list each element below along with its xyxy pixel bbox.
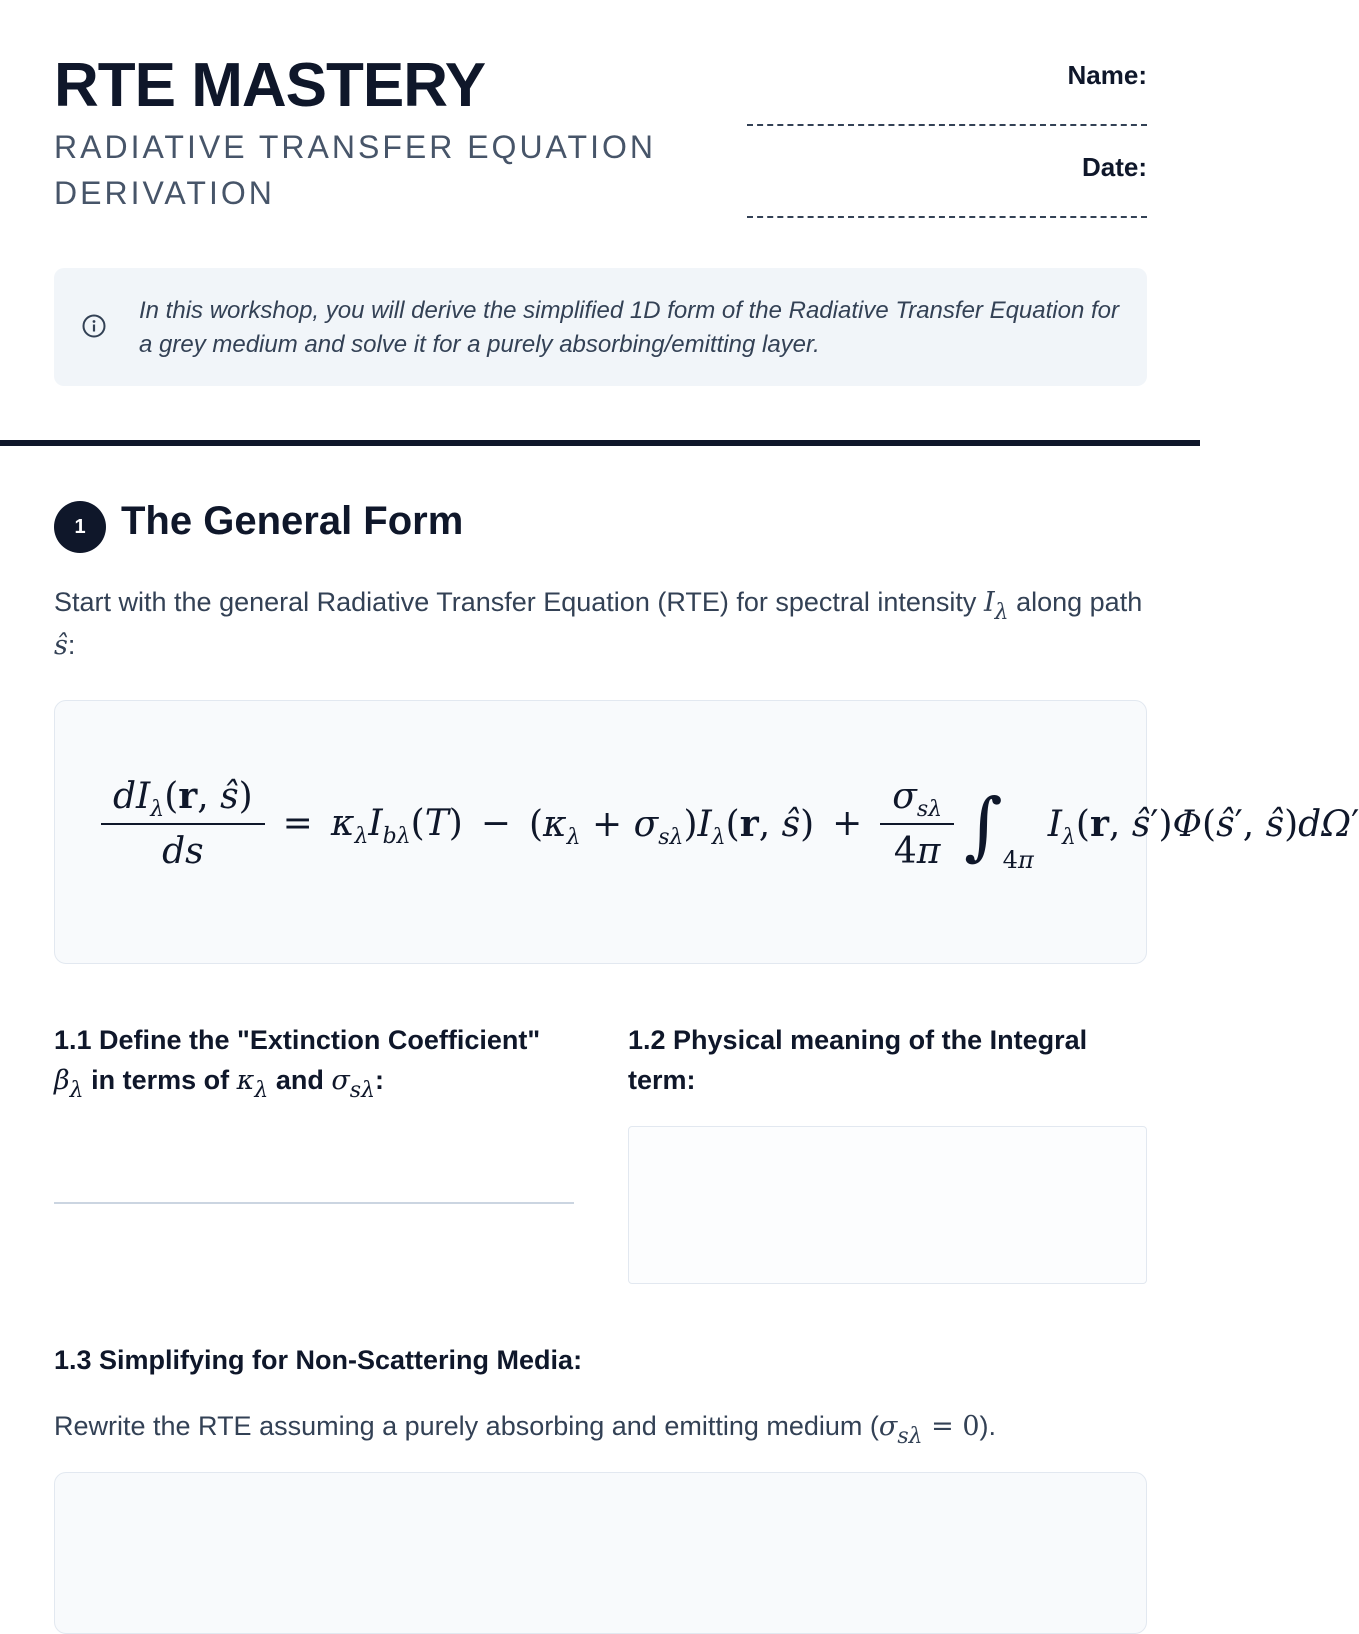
- question-1-1-title: [54, 1020, 574, 1103]
- q11-mid: in terms of: [91, 1065, 230, 1095]
- date-field-line[interactable]: [747, 216, 1147, 218]
- question-1-3-description: [54, 1406, 1147, 1449]
- name-label: Name:: [1067, 60, 1147, 90]
- page-title: RTE MASTERY: [54, 51, 486, 120]
- general-rte-equation: $\frac{dI_\lambda(r, ŝ)}{ds}$ = $\kappa_\lambda I_{b\lambda}(T)$ − $(\kappa_\lambda + \sigma_{s\lambda})I_\lambda(r$, ŝ) + $\frac{\sigma_{s\lambda}}{4\pi}$ ∫ 4π $I_\lambda(r$, ŝ′)Φ(ŝ′, ŝ)dΩ′: [101, 775, 1359, 872]
- answer-box-1-2[interactable]: [628, 1126, 1147, 1284]
- q11-suffix: :: [375, 1065, 385, 1095]
- kappa-symbol: $\kappa_\lambda$: [236, 1065, 269, 1103]
- lhs-derivative: $\frac{dI_\lambda(r, ŝ)}{ds}$: [107, 775, 259, 872]
- q13-desc-start: Rewrite the RTE assuming a purely absorbing and emitting medium (: [54, 1411, 879, 1441]
- intensity-symbol: $I_\lambda$: [983, 587, 1009, 625]
- beta-symbol: $\beta_\lambda$: [54, 1065, 84, 1103]
- q13-desc-end: ).: [979, 1411, 997, 1441]
- answer-box-1-3[interactable]: [54, 1472, 1147, 1634]
- question-1-3-title: 1.3 Simplifying for Non-Scattering Media:: [54, 1345, 583, 1375]
- page-subtitle: RADIATIVE TRANSFER EQUATION DERIVATION: [54, 129, 656, 211]
- q11-prefix: 1.1 Define the "Extinction Coefficient": [54, 1025, 541, 1055]
- scattering-fraction: $\frac{\sigma_{s\lambda}}{4\pi}$: [886, 776, 948, 872]
- info-icon: [82, 314, 106, 338]
- intro-text-start: Start with the general Radiative Transfer Equation (RTE) for spectral intensity: [54, 587, 977, 617]
- section-title: The General Form: [121, 499, 464, 543]
- section-intro: [54, 582, 1147, 666]
- info-text: In this workshop, you will derive the simplified 1D form of the Radiative Transfer Equation for a grey medium and solve it for a purely absorbing/emitting layer.: [139, 297, 1119, 358]
- q11-and: and: [275, 1065, 324, 1095]
- worksheet-header: [54, 50, 1147, 230]
- equation-box: [54, 700, 1359, 964]
- path-symbol: ŝ: [54, 630, 68, 661]
- sigma-zero-expression: $\sigma_{s\lambda} = 0$: [878, 1411, 980, 1449]
- answer-line-1-1[interactable]: [54, 1202, 574, 1204]
- intro-text-mid: along path: [1016, 587, 1143, 617]
- info-callout: [54, 268, 1147, 386]
- section-divider: [0, 440, 1200, 446]
- question-1-2-title: 1.2 Physical meaning of the Integral term:: [628, 1025, 1088, 1095]
- date-label: Date:: [1081, 152, 1147, 182]
- intro-text-end: :: [67, 630, 76, 660]
- name-field-line[interactable]: [747, 124, 1147, 126]
- sigma-symbol: $\sigma_{s\lambda}$: [331, 1065, 376, 1103]
- section-number-badge: 1: [54, 501, 106, 553]
